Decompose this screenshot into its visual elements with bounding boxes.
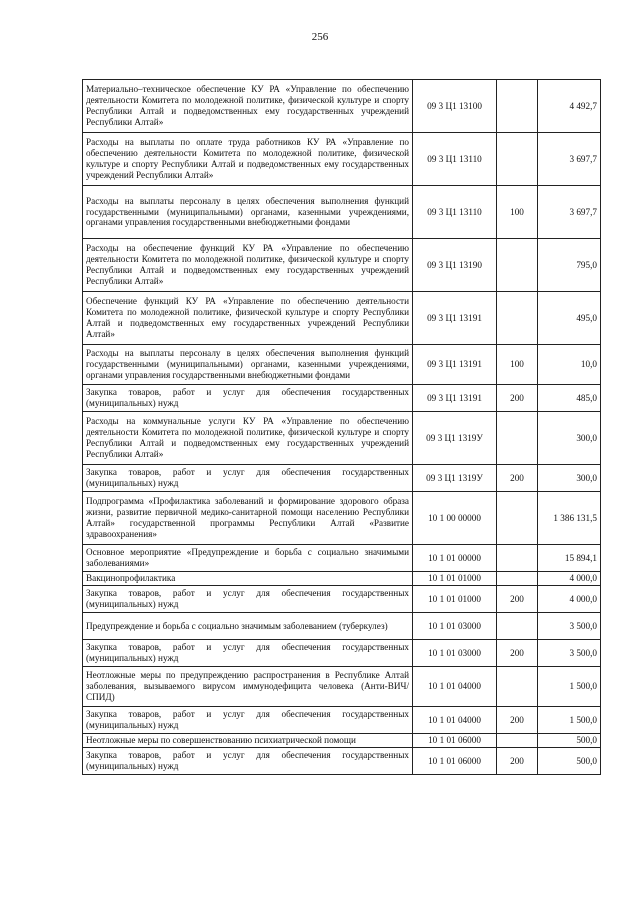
- table-row: [83, 412, 601, 465]
- row-target-code: 09 3 Ц1 13190: [413, 239, 497, 292]
- table-row: [83, 667, 601, 707]
- row-description: Расходы на обеспечение функций КУ РА «Управление по обеспечению деятельности Комитета по молодежной политике, физической культуре и спорту Республики Алтай и подведомственных ему государственных учреждений Республики Алтай»: [83, 239, 413, 292]
- row-expense-type: [497, 239, 538, 292]
- row-description: Основное мероприятие «Предупреждение и борьба с социально значимыми заболеваниями»: [83, 545, 413, 572]
- row-amount: 495,0: [538, 292, 601, 345]
- row-amount: 15 894,1: [538, 545, 601, 572]
- table-row: [83, 572, 601, 586]
- row-amount: 1 500,0: [538, 667, 601, 707]
- row-amount: 300,0: [538, 412, 601, 465]
- row-expense-type: 200: [497, 748, 538, 775]
- row-expense-type: [497, 734, 538, 748]
- table-row: [83, 186, 601, 239]
- row-description: Неотложные меры по совершенствованию психиатрической помощи: [83, 734, 413, 748]
- table-row: [83, 734, 601, 748]
- row-expense-type: 100: [497, 345, 538, 385]
- row-description: Материально–техническое обеспечение КУ РА «Управление по обеспечению деятельности Комитета по молодежной политике, физической культуре и спорту Республики Алтай и подведомственных ему государственных учреждений Республики Алтай»: [83, 80, 413, 133]
- row-expense-type: [497, 80, 538, 133]
- table-row: [83, 748, 601, 775]
- table-row: [83, 545, 601, 572]
- row-expense-type: [497, 613, 538, 640]
- row-amount: 10,0: [538, 345, 601, 385]
- row-expense-type: 200: [497, 385, 538, 412]
- row-expense-type: 200: [497, 465, 538, 492]
- row-amount: 795,0: [538, 239, 601, 292]
- row-description: Расходы на выплаты персоналу в целях обеспечения выполнения функций государственными (муниципальными) органами, казенными учреждениями, органами управления государственными внебюджетными фондами: [83, 186, 413, 239]
- page-number: 256: [311, 31, 329, 43]
- table-row: [83, 492, 601, 545]
- row-target-code: 09 3 Ц1 13191: [413, 345, 497, 385]
- row-expense-type: 100: [497, 186, 538, 239]
- table-row: [83, 345, 601, 385]
- row-description: Вакцинопрофилактика: [83, 572, 413, 586]
- table-row: [83, 613, 601, 640]
- row-description: Неотложные меры по предупреждению распространения в Республике Алтай заболевания, вызываемого вирусом иммунодефицита человека (Анти-ВИЧ/СПИД): [83, 667, 413, 707]
- budget-table-body: [83, 80, 601, 775]
- row-description: Расходы на выплаты персоналу в целях обеспечения выполнения функций государственными (муниципальными) органами, казенными учреждениями, органами управления государственными внебюджетными фондами: [83, 345, 413, 385]
- row-description: Закупка товаров, работ и услуг для обеспечения государственных (муниципальных) нужд: [83, 465, 413, 492]
- row-target-code: 09 3 Ц1 1319У: [413, 465, 497, 492]
- row-amount: 3 500,0: [538, 640, 601, 667]
- row-target-code: 09 3 Ц1 13191: [413, 292, 497, 345]
- budget-table: [82, 79, 601, 775]
- row-target-code: 09 3 Ц1 13100: [413, 80, 497, 133]
- row-target-code: 10 1 01 01000: [413, 586, 497, 613]
- table-row: [83, 239, 601, 292]
- row-amount: 300,0: [538, 465, 601, 492]
- row-description: Подпрограмма «Профилактика заболеваний и формирование здорового образа жизни, развитие первичной медико-санитарной помощи населению Республики Алтай» государственной программы Республики Алтай «Развитие здравоохранения»: [83, 492, 413, 545]
- table-row: [83, 586, 601, 613]
- row-expense-type: [497, 572, 538, 586]
- table-row: [83, 292, 601, 345]
- row-target-code: 10 1 01 00000: [413, 545, 497, 572]
- row-amount: 500,0: [538, 748, 601, 775]
- row-description: Закупка товаров, работ и услуг для обеспечения государственных (муниципальных) нужд: [83, 586, 413, 613]
- row-target-code: 10 1 01 04000: [413, 707, 497, 734]
- row-amount: 3 500,0: [538, 613, 601, 640]
- row-target-code: 09 3 Ц1 13191: [413, 385, 497, 412]
- row-description: Закупка товаров, работ и услуг для обеспечения государственных (муниципальных) нужд: [83, 707, 413, 734]
- row-target-code: 10 1 01 03000: [413, 640, 497, 667]
- row-expense-type: 200: [497, 586, 538, 613]
- table-row: [83, 385, 601, 412]
- row-description: Расходы на выплаты по оплате труда работников КУ РА «Управление по обеспечению деятельности Комитета по молодежной политике, физической культуре и спорту Республики Алтай и подведомственных ему государственных учреждений Республики Алтай»: [83, 133, 413, 186]
- row-expense-type: [497, 412, 538, 465]
- row-amount: 500,0: [538, 734, 601, 748]
- row-expense-type: 200: [497, 707, 538, 734]
- table-row: [83, 707, 601, 734]
- row-target-code: 09 3 Ц1 1319У: [413, 412, 497, 465]
- row-amount: 1 386 131,5: [538, 492, 601, 545]
- table-row: [83, 640, 601, 667]
- row-description: Закупка товаров, работ и услуг для обеспечения государственных (муниципальных) нужд: [83, 748, 413, 775]
- row-amount: 3 697,7: [538, 186, 601, 239]
- row-target-code: 09 3 Ц1 13110: [413, 186, 497, 239]
- row-target-code: 10 1 01 06000: [413, 734, 497, 748]
- table-row: [83, 465, 601, 492]
- row-expense-type: 200: [497, 640, 538, 667]
- row-description: Обеспечение функций КУ РА «Управление по обеспечению деятельности Комитета по молодежной политике, физической культуре и спорту Республики Алтай и подведомственных ему государственных учреждений Республики Алтай»: [83, 292, 413, 345]
- row-target-code: 10 1 00 00000: [413, 492, 497, 545]
- row-expense-type: [497, 667, 538, 707]
- row-amount: 4 000,0: [538, 586, 601, 613]
- row-description: Расходы на коммунальные услуги КУ РА «Управление по обеспечению деятельности Комитета по молодежной политике, физической культуре и спорту Республики Алтай и подведомственных ему государственных учреждений Республики Алтай»: [83, 412, 413, 465]
- row-description: Закупка товаров, работ и услуг для обеспечения государственных (муниципальных) нужд: [83, 385, 413, 412]
- row-target-code: 09 3 Ц1 13110: [413, 133, 497, 186]
- table-row: [83, 80, 601, 133]
- row-amount: 1 500,0: [538, 707, 601, 734]
- row-amount: 485,0: [538, 385, 601, 412]
- row-expense-type: [497, 545, 538, 572]
- row-expense-type: [497, 492, 538, 545]
- row-target-code: 10 1 01 04000: [413, 667, 497, 707]
- row-description: Предупреждение и борьба с социально значимым заболеванием (туберкулез): [83, 613, 413, 640]
- table-row: [83, 133, 601, 186]
- row-amount: 4 000,0: [538, 572, 601, 586]
- row-target-code: 10 1 01 06000: [413, 748, 497, 775]
- row-description: Закупка товаров, работ и услуг для обеспечения государственных (муниципальных) нужд: [83, 640, 413, 667]
- row-target-code: 10 1 01 01000: [413, 572, 497, 586]
- row-target-code: 10 1 01 03000: [413, 613, 497, 640]
- row-amount: 3 697,7: [538, 133, 601, 186]
- row-expense-type: [497, 292, 538, 345]
- row-expense-type: [497, 133, 538, 186]
- row-amount: 4 492,7: [538, 80, 601, 133]
